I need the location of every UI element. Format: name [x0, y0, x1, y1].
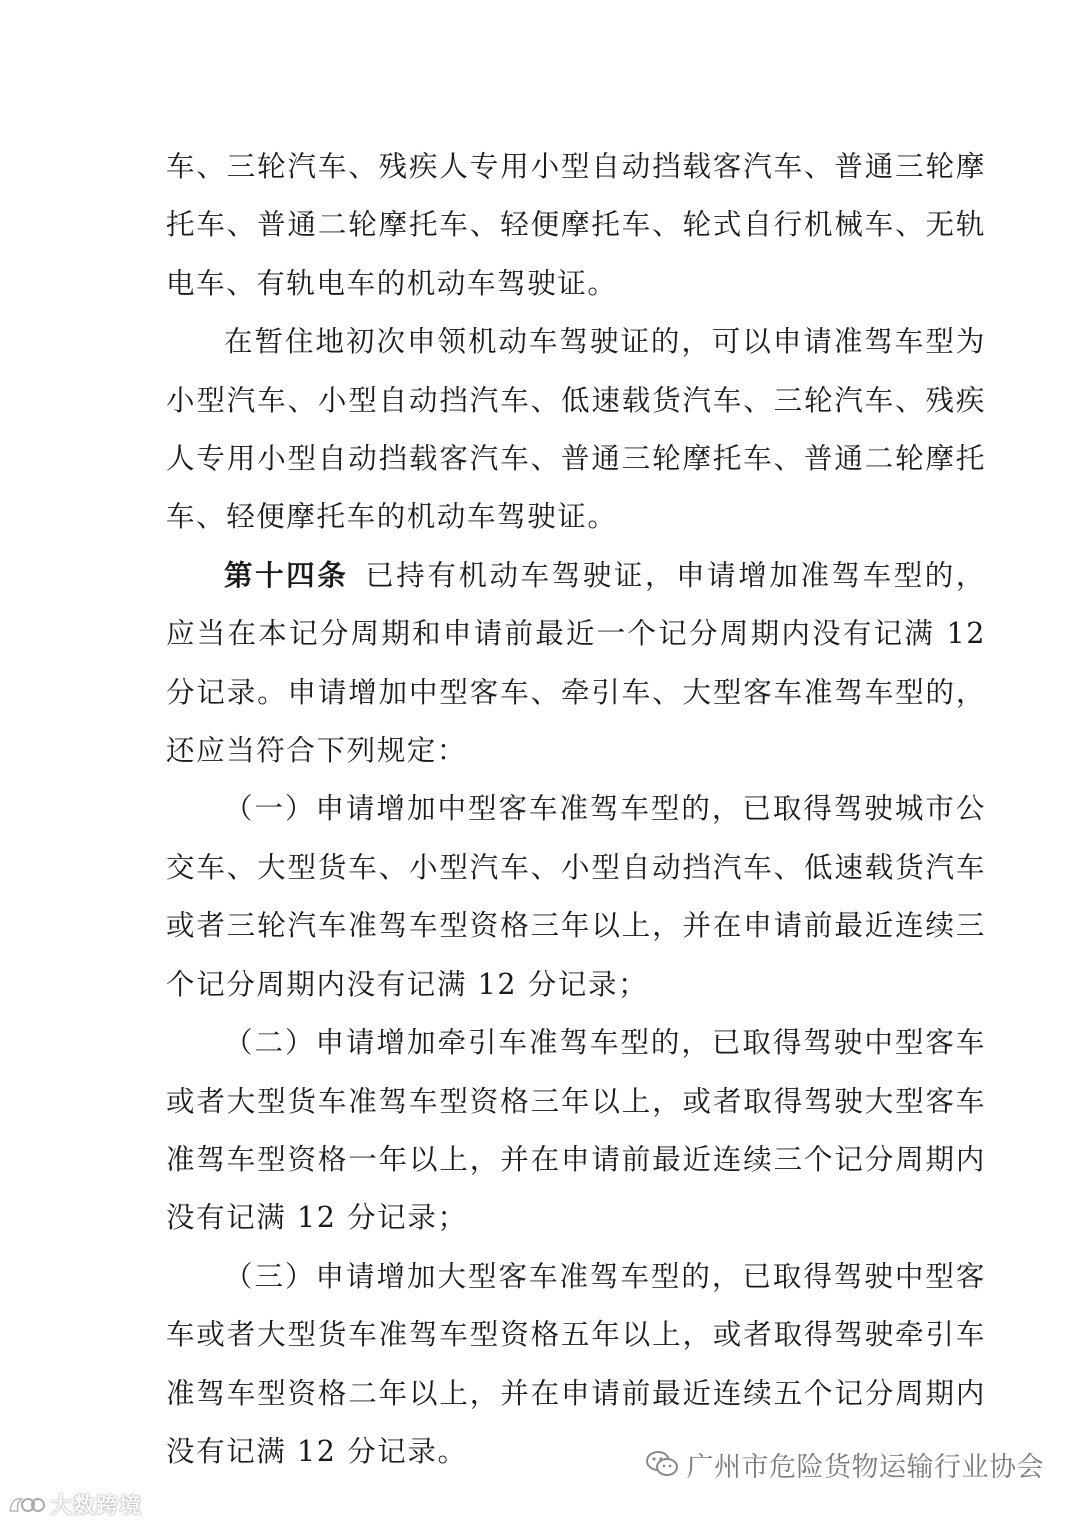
brand-logo-icon [6, 1491, 46, 1517]
paragraph-5-text: （二）申请增加牵引车准驾车型的，已取得驾驶中型客车或者大型货车准驾车型资格三年以上，或者取得驾驶大型客车准驾车型资格一年以上，并在申请前最近连续三个记分周期内没有记满 12 分记录； [166, 1026, 986, 1235]
wechat-icon [645, 1449, 679, 1479]
wechat-watermark [645, 1444, 1045, 1484]
paragraph-item-2 [166, 1014, 986, 1248]
brand-watermark-text: 大数跨境 [50, 1493, 143, 1519]
paragraph-2-text: 在暂住地初次申领机动车驾驶证的，可以申请准驾车型为小型汽车、小型自动挡汽车、低速载货汽车、三轮汽车、残疾人专用小型自动挡载客汽车、普通三轮摩托车、普通二轮摩托车、轻便摩托车的机动车驾驶证。 [166, 325, 986, 534]
paragraph-item-1 [166, 780, 986, 1014]
paragraph-1 [166, 138, 986, 313]
paragraph-4-text: （一）申请增加中型客车准驾车型的，已取得驾驶城市公交车、大型货车、小型汽车、小型自动挡汽车、低速载货汽车或者三轮汽车准驾车型资格三年以上，并在申请前最近连续三个记分周期内没有记满 12 分记录； [166, 792, 986, 1001]
document-body [166, 138, 986, 1481]
organization-watermark-text: 广州市危险货物运输行业协会 [686, 1451, 1044, 1483]
article-number: 第十四条 [224, 558, 349, 592]
brand-watermark [6, 1486, 142, 1522]
paragraph-2 [166, 313, 986, 547]
paragraph-1-text: 车、三轮汽车、残疾人专用小型自动挡载客汽车、普通三轮摩托车、普通二轮摩托车、轻便摩托车、轮式自行机械车、无轨电车、有轨电车的机动车驾驶证。 [166, 150, 986, 300]
paragraph-6-text: （三）申请增加大型客车准驾车型的，已取得驾驶中型客车或者大型货车准驾车型资格五年以上，或者取得驾驶牵引车准驾车型资格二年以上，并在申请前最近连续五个记分周期内没有记满 12 分记录。 [166, 1259, 986, 1468]
paragraph-3-text: 已持有机动车驾驶证，申请增加准驾车型的，应当在本记分周期和申请前最近一个记分周期内没有记满 12 分记录。申请增加中型客车、牵引车、大型客车准驾车型的，还应当符合下列规定： [166, 558, 986, 768]
paragraph-article-14 [166, 547, 986, 781]
